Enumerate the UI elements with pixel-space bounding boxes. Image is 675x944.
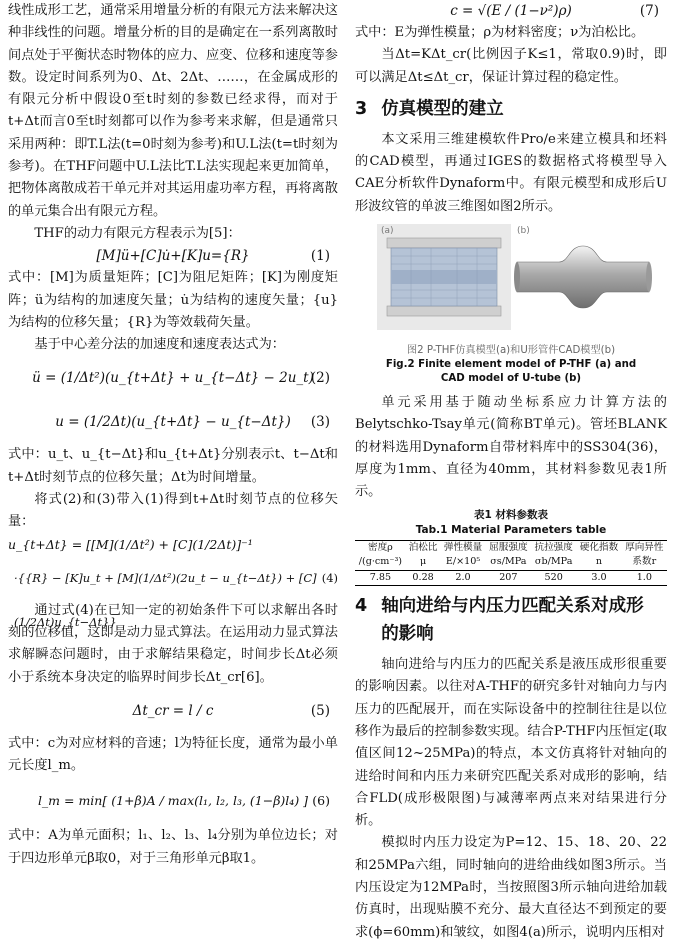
- table-header: σs/MPa: [490, 556, 527, 568]
- equation-text: ü = (1/Δt²)(u_{t+Δt} + u_{t−Δt} − 2u_t): [32, 370, 314, 387]
- table-title-cn: 表1 材料参数表: [474, 508, 548, 521]
- u-tube-graphic: [513, 224, 653, 330]
- section-3-heading: [355, 95, 667, 123]
- table-header: σb/MPa: [534, 556, 573, 568]
- equation-7: [355, 0, 667, 22]
- figure-caption-cn: 图2 P-THF仿真模型(a)和U形管件CAD模型(b): [406, 345, 616, 357]
- paragraph: 本文采用三维建模软件Pro/e来建立模具和坯料的CAD模型，再通过IGES的数据格式将模型导入CAE分析软件Dynaform中。有限元模型和成形后U形波纹管的单波三维图如图2所示。: [355, 131, 667, 214]
- equation-number: (4): [321, 570, 338, 585]
- equation-number: (7): [639, 3, 659, 19]
- section-number: 3: [355, 98, 368, 119]
- panel-label: (a): [381, 226, 394, 237]
- equation-text: l_m = min[ (1+β)A / max(l₁, l₂, l₃, (1−β)l₄) ]: [37, 793, 309, 809]
- equation-6: [8, 777, 338, 825]
- u-tube-cad-image: [513, 224, 653, 330]
- equation-number: (2): [310, 370, 330, 387]
- paragraph: 模拟时内压力设定为P=12、15、18、20、22和25MPa六组，同时轴向的进给曲线如图3所示。当内压设定为12MPa时，当按照图3所示轴向进给加载仿真时，出现贴膜不充分、最大直径达不到预定的要求(ϕ=60mm)和皱纹，如图4(a)所示，说明内压相对: [355, 835, 667, 940]
- material-parameters-table: [355, 540, 667, 587]
- equation-text: ·{{R} − [K]u_t + [M](1/Δt²)(2u_t − u_{t−Δt}) + [C](1/2Δt)u_{t−Δt}}: [14, 570, 317, 629]
- equation-text: u_{t+Δt} = [[M](1/Δt²) + [C](1/2Δt)]⁻¹: [8, 536, 253, 552]
- table-header: 系数r: [632, 556, 657, 568]
- paragraph: 式中：c为对应材料的音速；l为特征长度，通常为最小单元长度l_m。: [8, 735, 338, 774]
- table-header: 密度ρ: [355, 540, 406, 555]
- table-header-row: [355, 555, 667, 570]
- equation-number: (6): [312, 793, 330, 809]
- table-row: [355, 570, 667, 586]
- table-header: μ: [419, 556, 427, 568]
- table-cell: 520: [531, 570, 576, 586]
- table-header: 抗拉强度: [531, 540, 576, 555]
- table-header: E/×10⁵: [445, 556, 481, 568]
- paragraph: 式中：E为弹性模量；ρ为材料密度；ν为泊松比。: [355, 25, 645, 40]
- right-column: [355, 0, 667, 944]
- paragraph: 式中：u_t、u_{t−Δt}和u_{t+Δt}分别表示t、t−Δt和t+Δt时刻节点的位移矢量；Δt为时间增量。: [8, 447, 338, 485]
- table-cell: 207: [486, 570, 531, 586]
- equation-4-line-2: [8, 556, 338, 629]
- left-column: [8, 0, 338, 870]
- table-cell: 2.0: [440, 570, 485, 586]
- section-4-heading: [355, 592, 667, 648]
- figure-caption-en: CAD model of U-tube (b): [440, 373, 582, 385]
- paragraph: 当Δt=KΔt_cr(比例因子K≤1，常取0.9)时，即可以满足Δt≤Δt_cr，保证计算过程的稳定性。: [355, 47, 667, 85]
- table-header: n: [595, 556, 603, 568]
- panel-label: (b): [517, 226, 530, 237]
- equation-3: [8, 400, 338, 444]
- paragraph: 基于中心差分法的加速度和速度表达式为：: [34, 337, 285, 353]
- fe-model-graphic: [377, 224, 511, 330]
- paragraph: 轴向进给与内压力的匹配关系是液压成形很重要的影响因素。以往对A-THF的研究多针对轴向力与内压力的匹配展开，而在实际设备中的控制往往是以位移作为最后的控制参数实现。结合P-THF内压恒定(取值区间12~25MPa)的特点，本文仿真将针对轴向的进给时间和内压力来研究匹配关系对成形的影响，结合FLD(成形极限图)与减薄率两点来对结果进行分析。: [355, 657, 667, 829]
- paragraph: 式中：A为单元面积；l₁、l₂、l₃、l₄分别为单位边长；对于四边形单元β取0，对于三角形单元β取1。: [8, 828, 338, 866]
- table-header: 屈服强度: [486, 540, 531, 555]
- section-title: 轴向进给与内压力匹配关系对成形: [381, 596, 644, 617]
- equation-2: [8, 356, 338, 400]
- section-number: 4: [355, 596, 368, 617]
- table-header-row: [355, 540, 667, 555]
- section-title: 仿真模型的建立: [381, 98, 504, 119]
- table-header: 泊松比: [406, 540, 441, 555]
- table-header: 硬化指数: [576, 540, 621, 555]
- table-header: /(g·cm⁻³): [358, 556, 403, 568]
- equation-text: [M]ü+[C]u̇+[K]u={R}: [96, 248, 250, 265]
- equation-number: (5): [310, 702, 330, 719]
- equation-5: [8, 689, 338, 733]
- equation-number: (3): [310, 414, 330, 431]
- equation-text: Δt_cr = l / c: [132, 702, 214, 719]
- section-title: 的影响: [381, 624, 434, 645]
- paragraph: 单元采用基于随动坐标系应力计算方法的Belytschko-Tsay单元(简称BT单元)。管坯BLANK的材料选用Dynaform自带材料库中的SS304(36)，厚度为1mm、直径为40mm，其材料参数见表1所示。: [355, 395, 667, 500]
- table-header: 厚向异性: [622, 540, 667, 555]
- table-cell: 0.28: [406, 570, 441, 586]
- equation-4-line-1: [8, 534, 338, 556]
- table-title-en: Tab.1 Material Parameters table: [415, 523, 607, 536]
- table-cell: 3.0: [576, 570, 621, 586]
- table-header: 弹性模量: [440, 540, 485, 555]
- paragraph: 将式(2)和(3)带入(1)得到t+Δt时刻节点的位移矢量：: [8, 492, 338, 530]
- table-cell: 7.85: [355, 570, 406, 586]
- figure-caption-en: Fig.2 Finite element model of P-THF (a) and: [385, 359, 637, 371]
- equation-1: [8, 245, 338, 267]
- paragraph: THF的动力有限元方程表示为[5]：: [34, 225, 241, 241]
- equation-text: c = √(E / (1−ν²)ρ): [450, 3, 572, 19]
- figure-2: [355, 224, 667, 344]
- table-cell: 1.0: [622, 570, 667, 586]
- equation-text: u = (1/2Δt)(u_{t+Δt} − u_{t−Δt}): [55, 414, 291, 431]
- fe-model-image: [377, 224, 511, 330]
- equation-number: (1): [310, 248, 330, 265]
- paragraph: 线性成形工艺，通常采用增量分析的有限元方法来解决这种非线性的问题。增量分析的目的是确定在一系列离散时间点处于平衡状态时物体的应力、应变、位移和速度等参数。设定时间系列为0、Δt、2Δt、……，在金属成形的有限元分析中假设0至t时刻的参数已经求得，而对于t+Δt而言0至t时刻都可以作为参考来求解，但是通常只采用两种：即T.L法(t=0时刻为参考)和U.L法(t=t时刻为参考)。在THF问题中U.L法比T.L法实现起来更加简单，把物体离散成若干单元并对其运用虚功率方程，再将离散的单元集合出有限元方程。: [8, 3, 338, 219]
- paragraph: 式中：[M]为质量矩阵；[C]为阻尼矩阵；[K]为刚度矩阵；ü为结构的加速度矢量；u̇为结构的速度矢量；{u}为结构的位移矢量；{R}为等效载荷矢量。: [8, 270, 338, 330]
- paragraph: 通过式(4)在已知一定的初始条件下可以求解出各时刻的位移值，这即是动力显式算法。在运用动力显式算法求解瞬态问题时，由于求解结果稳定，时间步长Δt必须小于系统本身决定的临界时间步长Δt_cr[6]。: [8, 602, 338, 685]
